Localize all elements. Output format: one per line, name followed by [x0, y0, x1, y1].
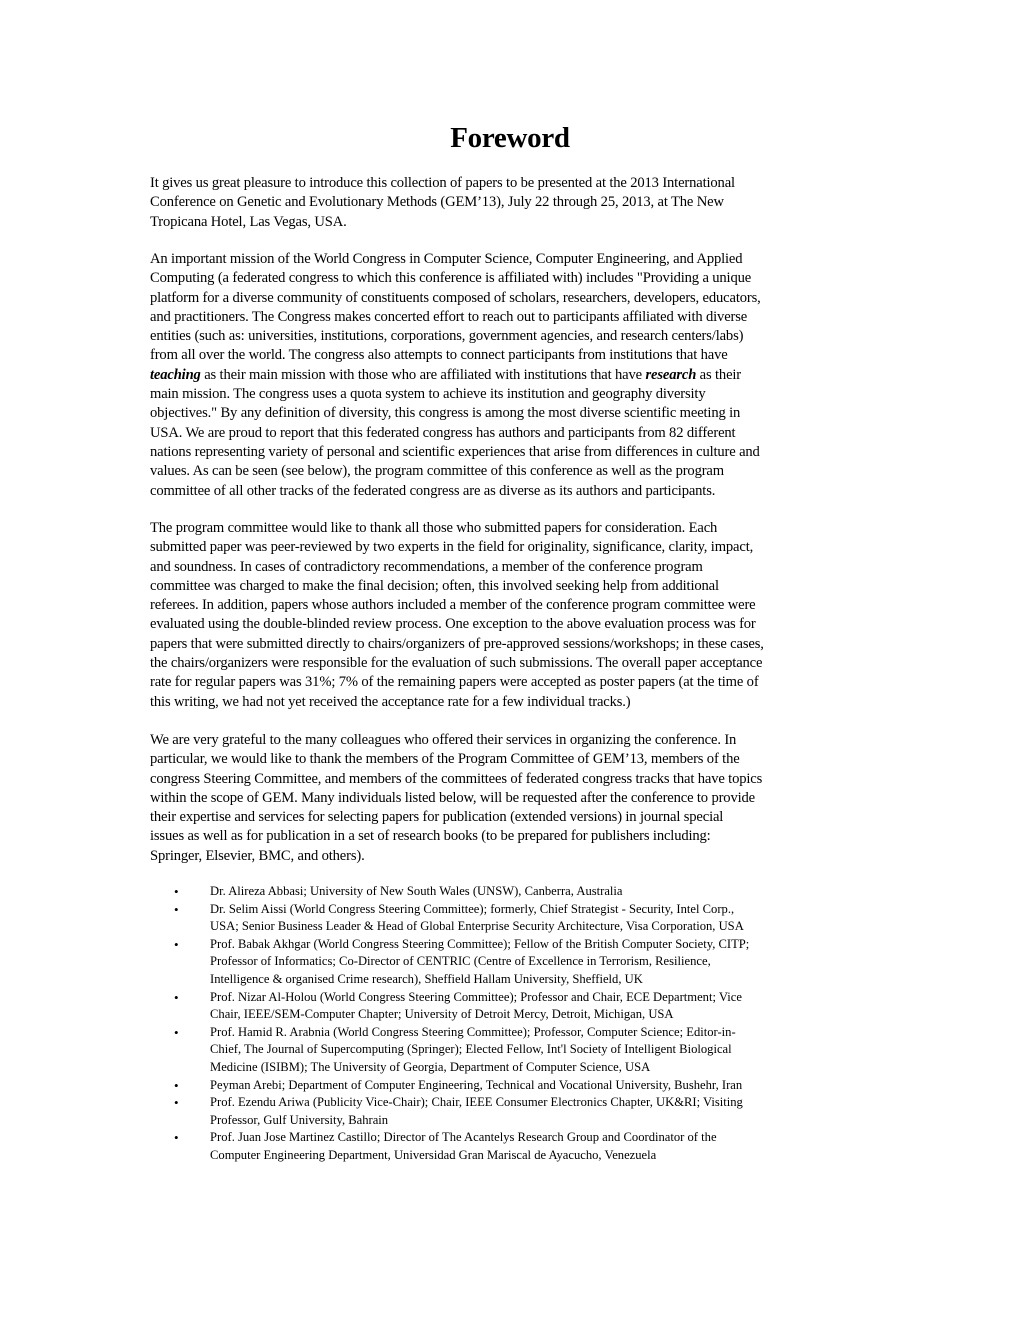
list-item: [150, 1094, 890, 1129]
paragraph-intro: [150, 174, 890, 232]
text-line: the chairs/organizers were responsible for the evaluation of such submissions. The overall paper acceptance: [150, 655, 763, 672]
text-line: values. As can be seen (see below), the program committee of this conference as well as the program: [150, 463, 724, 480]
bullet-icon: •: [174, 1095, 179, 1111]
paragraph-review-process: [150, 519, 890, 712]
text-line: Peyman Arebi; Department of Computer Engineering, Technical and Vocational University, Bushehr, Iran: [210, 1077, 743, 1092]
text-line: Conference on Genetic and Evolutionary Methods (GEM’13), July 22 through 25, 2013, at The New: [150, 194, 724, 211]
text-line: and practitioners. The Congress makes concerted effort to reach out to participants affiliated with diverse: [150, 308, 748, 325]
bullet-icon: •: [174, 1024, 179, 1040]
list-item: [150, 1129, 890, 1164]
text-line: referees. In addition, papers whose authors included a member of the conference program committee were: [150, 597, 756, 614]
text-line: We are very grateful to the many colleagues who offered their services in organizing the conference. In: [150, 732, 737, 748]
text-line: Computer Engineering Department, Universidad Gran Mariscal de Ayacucho, Venezuela: [210, 1147, 657, 1162]
text-line: The program committee would like to thank all those who submitted papers for consideration. Each: [150, 520, 718, 536]
text-segment: as their: [696, 366, 742, 383]
bullet-icon: •: [174, 1077, 179, 1093]
text-line: evaluated using the double-blinded review process. One exception to the above evaluation process was for: [150, 616, 756, 633]
text-segment: as their main mission with those who are affiliated with institutions that have: [200, 366, 646, 383]
bullet-icon: •: [174, 989, 179, 1005]
bullet-icon: •: [174, 936, 179, 952]
text-line-emphasis: [150, 366, 890, 385]
list-item: [150, 936, 890, 989]
text-line: from all over the world. The congress also attempts to connect participants from institutions that have: [150, 347, 728, 364]
text-line: Tropicana Hotel, Las Vegas, USA.: [150, 213, 347, 230]
text-line: within the scope of GEM. Many individuals listed below, will be requested after the conference to provide: [150, 789, 755, 806]
text-line: Dr. Selim Aissi (World Congress Steering Committee); formerly, Chief Strategist - Security, Intel Corp.,: [210, 901, 735, 916]
text-line: submitted paper was peer-reviewed by two experts in the field for originality, significance, clarity, impact,: [150, 539, 754, 556]
text-line: committee was charged to make the final decision; often, this involved seeking help from additional: [150, 577, 719, 594]
text-line: their expertise and services for selecting papers for publication (extended versions) in journal special: [150, 809, 724, 826]
text-line: USA; Senior Business Leader & Head of Global Enterprise Security Architecture, Visa Corporation, USA: [210, 919, 744, 934]
text-line: entities (such as: universities, institutions, corporations, government agencies, and research centers/labs): [150, 328, 744, 345]
text-line: Prof. Ezendu Ariwa (Publicity Vice-Chair); Chair, IEEE Consumer Electronics Chapter, UK&RI; Visiting: [210, 1095, 743, 1110]
text-line: platform for a diverse community of constituents composed of scholars, researchers, developers, educators,: [150, 289, 761, 306]
committee-list: [150, 883, 890, 1165]
text-line: main mission. The congress uses a quota system to achieve its institution and geography diversity: [150, 386, 706, 403]
text-line: An important mission of the World Congress in Computer Science, Computer Engineering, and Applied: [150, 251, 743, 267]
list-item: [150, 1077, 890, 1095]
list-item: [150, 883, 890, 901]
text-line: Professor, Gulf University, Bahrain: [210, 1112, 389, 1127]
text-line: committee of all other tracks of the federated congress are as diverse as its authors and participants.: [150, 482, 716, 499]
text-line: Springer, Elsevier, BMC, and others).: [150, 847, 365, 864]
text-line: congress Steering Committee, and members of the committees of federated congress tracks that have topics: [150, 770, 763, 787]
emphasis-teaching: teaching: [150, 366, 201, 383]
text-line: rate for regular papers was 31%; 7% of the remaining papers were accepted as poster papers (at the time of: [150, 674, 759, 691]
emphasis-research: research: [645, 366, 697, 383]
text-line: Professor of Informatics; Co-Director of CENTRIC (Centre of Excellence in Terrorism, Resilience,: [210, 954, 711, 969]
text-line: Prof. Babak Akhgar (World Congress Steering Committee); Fellow of the British Computer Society, CITP;: [210, 936, 750, 951]
text-line: this writing, we had not yet received the acceptance rate for a few individual tracks.): [150, 693, 631, 710]
text-line: Prof. Nizar Al-Holou (World Congress Steering Committee); Professor and Chair, ECE Department; Vice: [210, 989, 742, 1004]
text-line: Chief, The Journal of Supercomputing (Springer); Elected Fellow, Int'l Society of Intelligent Biological: [210, 1042, 732, 1057]
paragraph-mission: [150, 250, 890, 501]
text-line: Computing (a federated congress to which this conference is affiliated with) includes "Providing a unique: [150, 270, 752, 287]
bullet-icon: •: [174, 884, 179, 899]
text-line: Prof. Hamid R. Arabnia (World Congress Steering Committee); Professor, Computer Science; Editor-in-: [210, 1024, 736, 1039]
bullet-icon: •: [174, 1130, 179, 1146]
page-title: Foreword: [450, 122, 570, 154]
bullet-icon: •: [174, 901, 179, 917]
list-item: [150, 989, 890, 1024]
text-line: Prof. Juan Jose Martinez Castillo; Director of The Acantelys Research Group and Coordinator of the: [210, 1130, 717, 1145]
paragraph-acknowledgements: [150, 731, 890, 866]
text-line: It gives us great pleasure to introduce this collection of papers to be presented at the 2013 International: [150, 175, 735, 191]
text-line: USA. We are proud to report that this federated congress has authors and participants from 82 different: [150, 424, 736, 441]
text-line: papers that were submitted directly to chairs/organizers of pre-approved sessions/workshops; in these cases,: [150, 635, 764, 652]
text-line: Chair, IEEE/SEM-Computer Chapter; University of Detroit Mercy, Detroit, Michigan, USA: [210, 1007, 674, 1022]
text-line: and soundness. In cases of contradictory recommendations, a member of the conference program: [150, 558, 703, 575]
text-line: Medicine (ISIBM); The University of Georgia, Department of Computer Science, USA: [210, 1059, 651, 1074]
list-item: [150, 901, 890, 936]
text-line: objectives." By any definition of diversity, this congress is among the most diverse scientific meeting in: [150, 405, 741, 422]
list-item: [150, 1024, 890, 1077]
text-line: Dr. Alireza Abbasi; University of New South Wales (UNSW), Canberra, Australia: [210, 884, 623, 898]
text-line: nations representing variety of personal and scientific experiences that arise from differences in culture and: [150, 443, 760, 460]
text-line: particular, we would like to thank the members of the Program Committee of GEM’13, members of the: [150, 751, 740, 768]
text-line: Intelligence & organised Crime research), Sheffield Hallam University, Sheffield, UK: [210, 971, 643, 986]
text-line: issues as well as for publication in a set of research books (to be prepared for publishers including:: [150, 828, 711, 845]
